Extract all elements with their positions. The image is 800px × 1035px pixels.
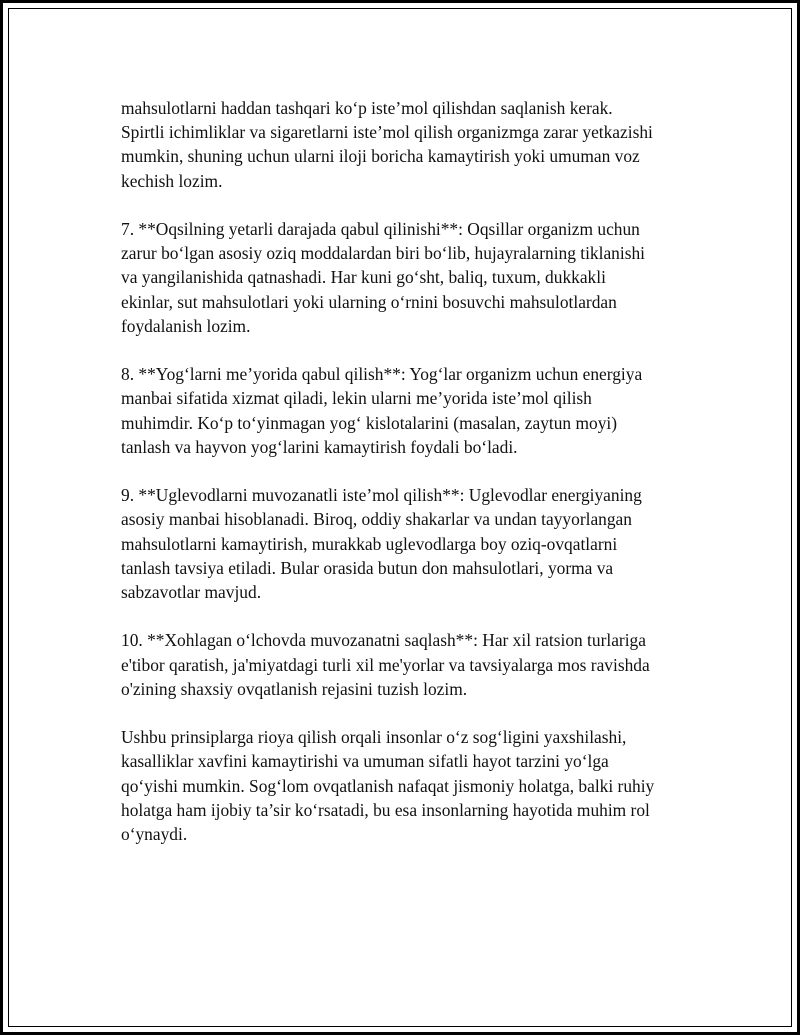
text-line: manbai sifatida xizmat qiladi, lekin ularni me’yorida iste’mol qilish [121, 388, 592, 409]
text-line: asosiy manbai hisoblanadi. Biroq, oddiy shakarlar va undan tayyorlangan [121, 509, 632, 530]
text-line: kasalliklar xavfini kamaytirishi va umuman sifatli hayot tarzini yo‘lga [121, 751, 609, 772]
text-line: va yangilanishida qatnashadi. Har kuni go‘sht, baliq, tuxum, dukkakli [121, 267, 606, 288]
paragraph-conclusion [121, 725, 701, 846]
text-line: e'tibor qaratish, ja'miyatdagi turli xil me'yorlar va tavsiyalarga mos ravishda [121, 654, 650, 675]
text-line: Spirtli ichimliklar va sigaretlarni iste’mol qilish organizmga zarar yetkazishi [121, 122, 653, 143]
text-line: 7. **Oqsilning yetarli darajada qabul qilinishi**: Oqsillar organizm uchun [121, 219, 640, 239]
text-line: mahsulotlarni haddan tashqari ko‘p iste’mol qilishdan saqlanish kerak. [121, 98, 613, 118]
text-line: kechish lozim. [121, 170, 223, 191]
text-line: qo‘yishi mumkin. Sog‘lom ovqatlanish nafaqat jismoniy holatga, balki ruhiy [121, 775, 655, 796]
text-line: tanlash tavsiya etiladi. Bular orasida butun don mahsulotlari, yorma va [121, 557, 614, 578]
text-line: Ushbu prinsiplarga rioya qilish orqali insonlar o‘z sog‘ligini yaxshilashi, [121, 727, 627, 748]
document-body [121, 96, 701, 870]
text-line: o‘ynaydi. [121, 824, 188, 845]
text-line: 8. **Yog‘larni me’yorida qabul qilish**: Yog‘lar organizm uchun energiya [121, 364, 643, 385]
paragraph-item-8 [121, 362, 701, 459]
text-line: 9. **Uglevodlarni muvozanatli iste’mol qilish**: Uglevodlar energiyaning [121, 485, 642, 506]
text-line: mahsulotlarni kamaytirish, murakkab uglevodlarga boy oziq-ovqatlarni [121, 533, 618, 554]
text-line: o'zining shaxsiy ovqatlanish rejasini tuzish lozim. [121, 678, 468, 699]
paragraph-intro-continuation [121, 96, 701, 193]
text-line: ekinlar, sut mahsulotlari yoki ularning o‘rnini bosuvchi mahsulotlardan [121, 291, 617, 312]
paragraph-item-7 [121, 217, 701, 338]
text-line: 10. **Xohlagan o‘lchovda muvozanatni saqlash**: Har xil ratsion turlariga [121, 630, 646, 651]
text-line: tanlash va hayvon yog‘larini kamaytirish foydali bo‘ladi. [121, 436, 518, 457]
paragraph-item-10 [121, 628, 701, 701]
text-line: sabzavotlar mavjud. [121, 582, 262, 603]
text-line: mumkin, shuning uchun ularni iloji boricha kamaytirish yoki umuman voz [121, 146, 640, 167]
paragraph-item-9 [121, 483, 701, 604]
text-line: muhimdir. Ko‘p to‘yinmagan yog‘ kislotalarini (masalan, zaytun moyi) [121, 412, 618, 433]
text-line: foydalanish lozim. [121, 315, 251, 336]
text-line: holatga ham ijobiy ta’sir ko‘rsatadi, bu esa insonlarning hayotida muhim rol [121, 799, 650, 820]
text-line: zarur bo‘lgan asosiy oziq moddalardan biri bo‘lib, hujayralarning tiklanishi [121, 243, 645, 264]
